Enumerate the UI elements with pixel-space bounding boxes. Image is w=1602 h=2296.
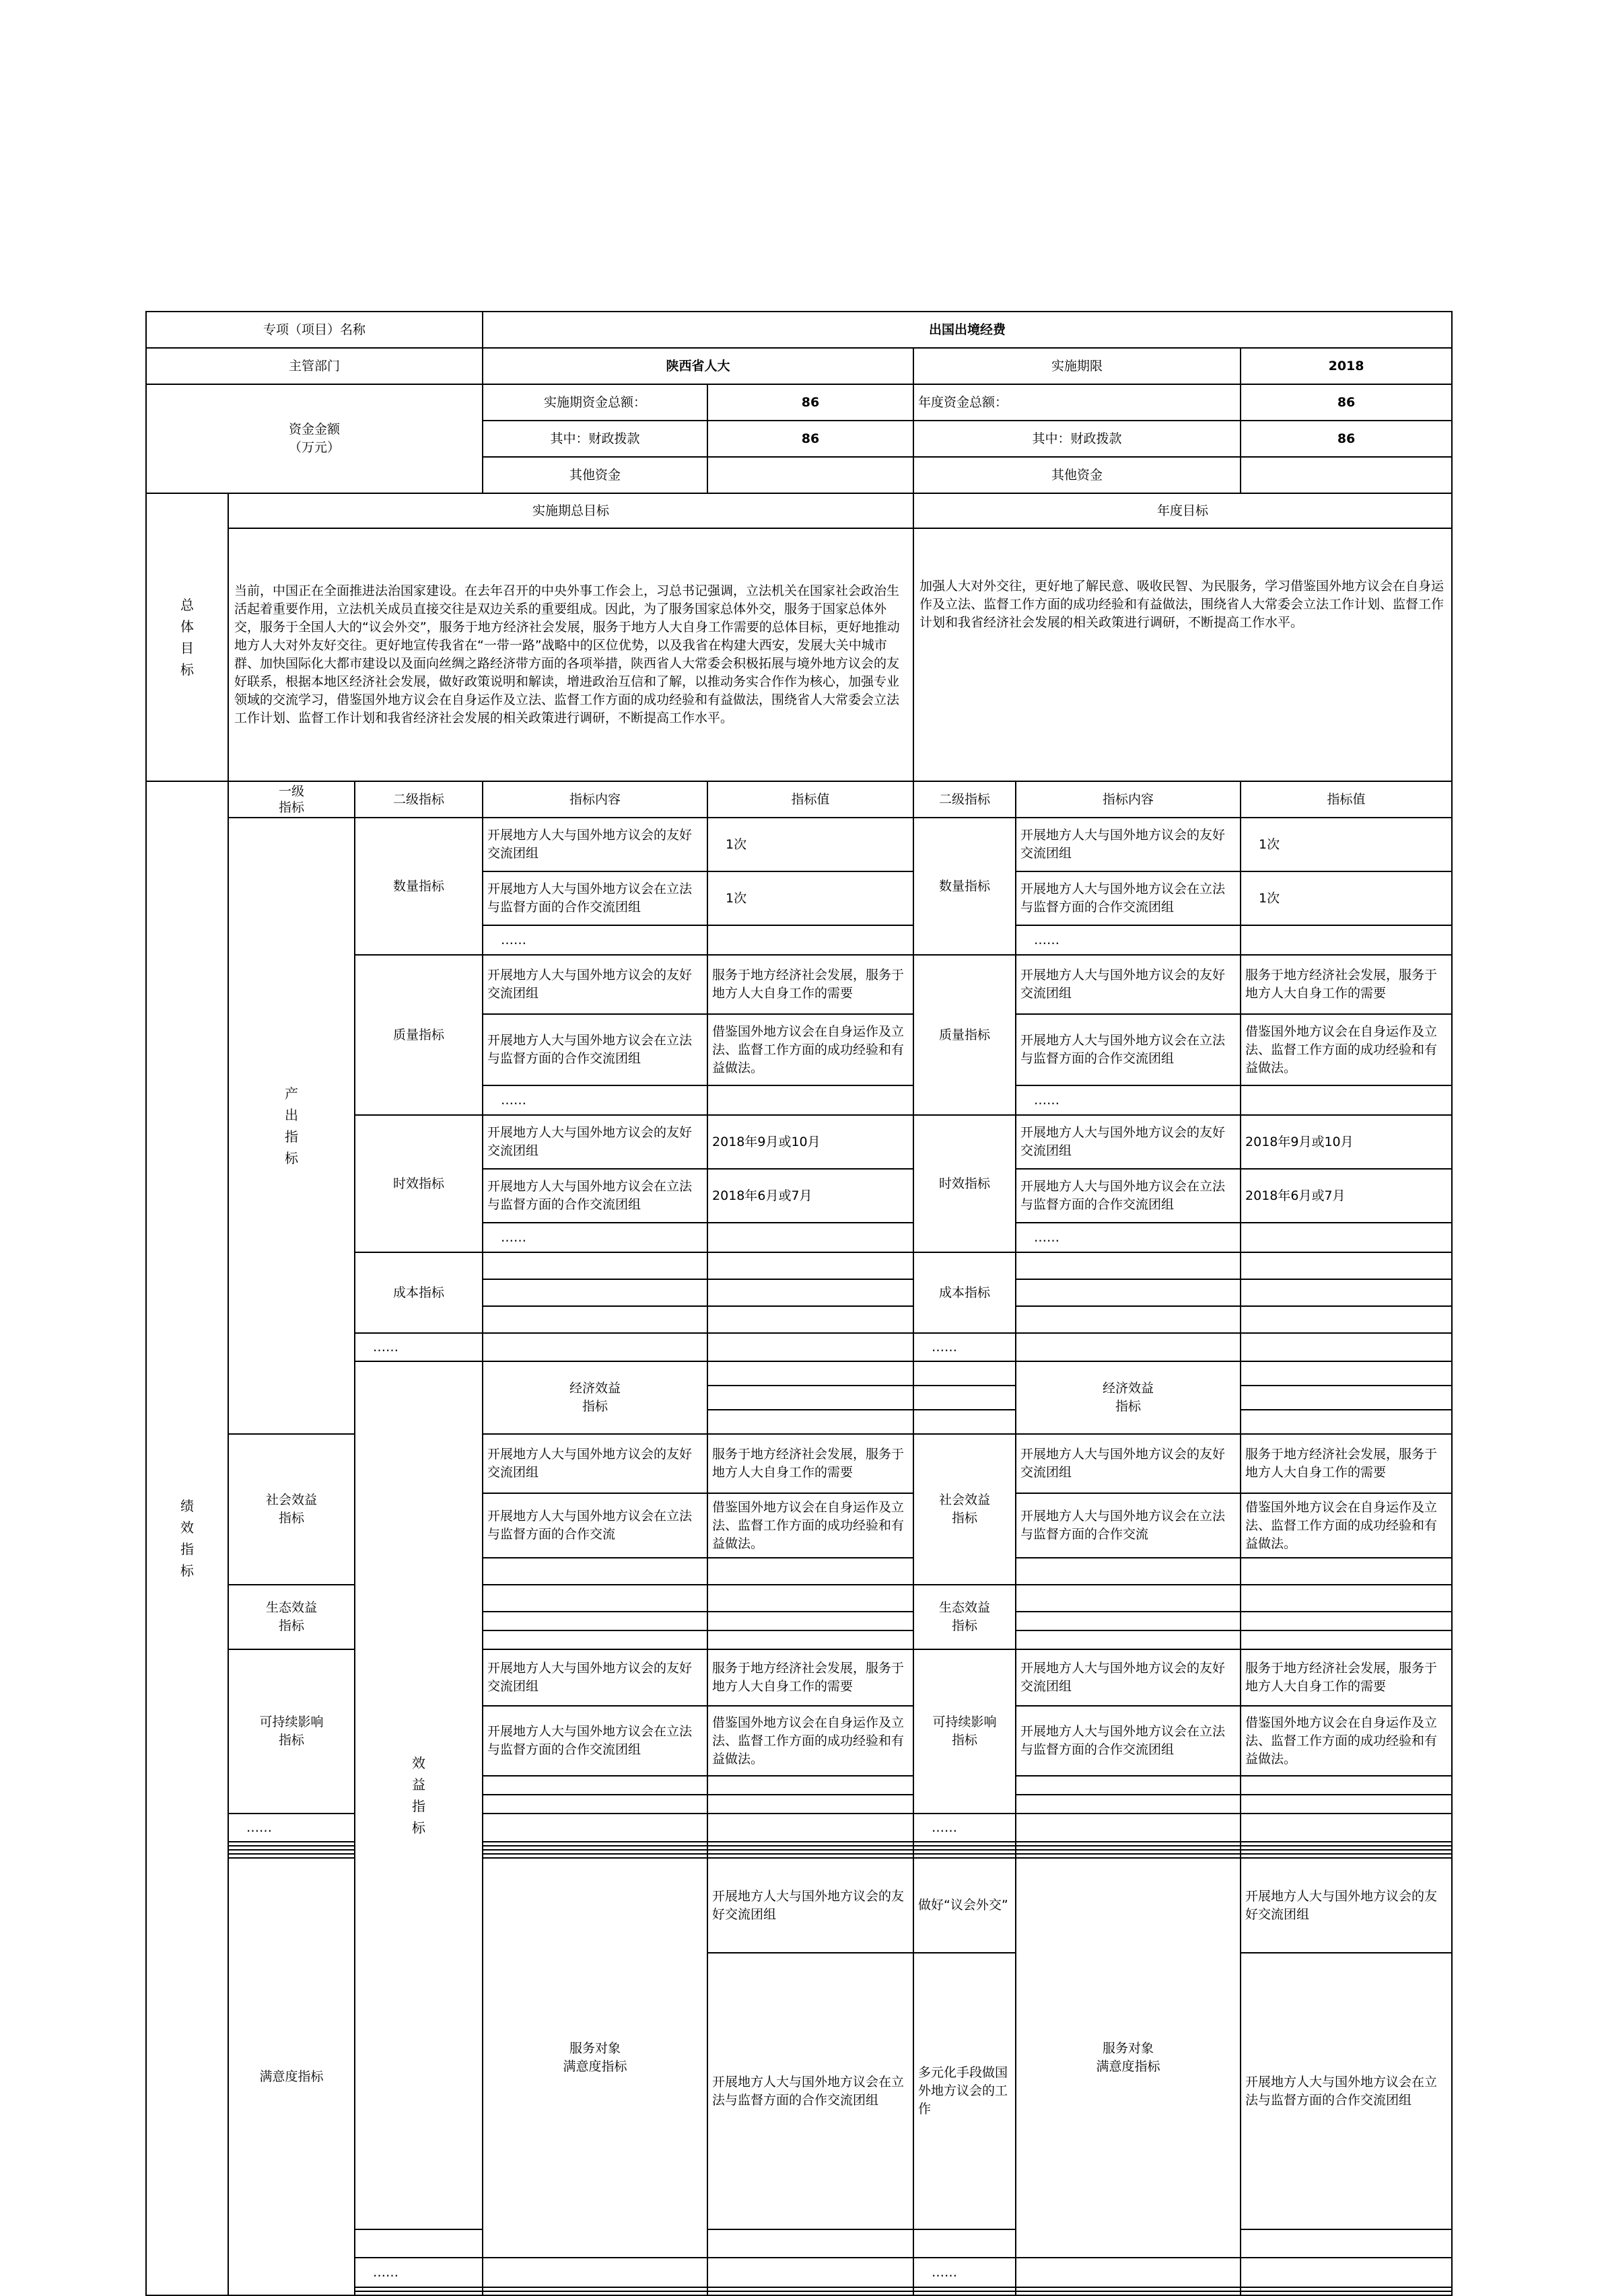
quality-label: 质量指标 bbox=[355, 955, 483, 1115]
service-blank bbox=[913, 2229, 1016, 2258]
funds-label bbox=[146, 384, 483, 493]
cost-cell bbox=[1016, 1252, 1241, 1279]
quality-content-1: 开展地方人大与国外地方议会的友好交流团组 bbox=[483, 955, 707, 1014]
service-value-2: 多元化手段做国外地方议会的工作 bbox=[913, 1953, 1016, 2229]
service-content-2-annual: 开展地方人大与国外地方议会在立法与监督方面的合作交流团组 bbox=[1241, 1953, 1452, 2229]
quality-value-2: 借鉴国外地方议会在自身运作及立法、监督工作方面的成功经验和有益做法。 bbox=[707, 1014, 913, 1085]
economic-label: 经济效益 指标 bbox=[483, 1361, 707, 1434]
satisfaction-blank bbox=[707, 2258, 913, 2287]
quality-value-1: 服务于地方经济社会发展，服务于地方人大自身工作的需要 bbox=[707, 955, 913, 1014]
economic-cell bbox=[1241, 1386, 1452, 1410]
timeliness-label-annual: 时效指标 bbox=[913, 1115, 1016, 1252]
sustainable-content-1: 开展地方人大与国外地方议会的友好交流团组 bbox=[483, 1649, 707, 1706]
service-content-1-annual: 开展地方人大与国外地方议会的友好交流团组 bbox=[1241, 1858, 1452, 1953]
output-blank bbox=[1241, 1333, 1452, 1361]
cost-cell bbox=[483, 1306, 707, 1333]
sustainable-blank bbox=[1016, 1776, 1241, 1795]
sustainable-content-2: 开展地方人大与国外地方议会在立法与监督方面的合作交流团组 bbox=[483, 1706, 707, 1776]
fiscal-label: 其中：财政拨款 bbox=[483, 421, 707, 457]
quality-label-annual: 质量指标 bbox=[913, 955, 1016, 1115]
quantity-content-2: 开展地方人大与国外地方议会在立法与监督方面的合作交流团组 bbox=[483, 871, 707, 925]
social-blank bbox=[707, 1558, 913, 1585]
cost-cell bbox=[707, 1279, 913, 1306]
sustainable-value-2: 借鉴国外地方议会在自身运作及立法、监督工作方面的成功经验和有益做法。 bbox=[707, 1706, 913, 1776]
satisfaction-blank bbox=[1241, 2258, 1452, 2287]
social-content-2: 开展地方人大与国外地方议会在立法与监督方面的合作交流 bbox=[483, 1493, 707, 1558]
sustainable-value-1: 服务于地方经济社会发展，服务于地方人大自身工作的需要 bbox=[707, 1649, 913, 1706]
ecological-cell bbox=[1241, 1612, 1452, 1630]
quality-content-2-annual: 开展地方人大与国外地方议会在立法与监督方面的合作交流团组 bbox=[1016, 1014, 1241, 1085]
period-label: 实施期限 bbox=[913, 348, 1241, 384]
ecological-cell bbox=[1016, 1612, 1241, 1630]
sustainable-blank bbox=[483, 1795, 707, 1814]
ecological-label: 生态效益 指标 bbox=[228, 1585, 355, 1649]
ecological-cell bbox=[707, 1630, 913, 1649]
col-level2-annual: 二级指标 bbox=[913, 781, 1016, 818]
social-blank bbox=[1016, 1558, 1241, 1585]
benefit-label: 效 益 指 标 bbox=[355, 1361, 483, 2229]
timeliness-content-1-annual: 开展地方人大与国外地方议会的友好交流团组 bbox=[1016, 1115, 1241, 1169]
quantity-content-1-annual: 开展地方人大与国外地方议会的友好交流团组 bbox=[1016, 818, 1241, 871]
service-content-1: 开展地方人大与国外地方议会的友好交流团组 bbox=[707, 1858, 913, 1953]
sustainable-blank bbox=[1016, 1795, 1241, 1814]
benefit-blank bbox=[483, 1814, 707, 1842]
social-value-2-annual: 借鉴国外地方议会在自身运作及立法、监督工作方面的成功经验和有益做法。 bbox=[1241, 1493, 1452, 1558]
funds-unit: （万元） bbox=[289, 440, 341, 455]
goals-section-label: 总 体 目 标 bbox=[146, 493, 228, 781]
ecological-cell bbox=[483, 1630, 707, 1649]
total-label: 实施期资金总额： bbox=[483, 384, 707, 421]
benefit-ellipsis-annual: …… bbox=[913, 1814, 1016, 1842]
annual-total-value: 86 bbox=[1241, 384, 1452, 421]
annual-fiscal-value: 86 bbox=[1241, 421, 1452, 457]
economic-cell bbox=[1241, 1361, 1452, 1386]
timeliness-content-1: 开展地方人大与国外地方议会的友好交流团组 bbox=[483, 1115, 707, 1169]
dept: 陕西省人大 bbox=[483, 348, 913, 384]
annual-fiscal-label: 其中：财政拨款 bbox=[913, 421, 1241, 457]
other-label: 其他资金 bbox=[483, 457, 707, 493]
sustainable-blank bbox=[707, 1795, 913, 1814]
timeliness-value-1-annual: 2018年9月或10月 bbox=[1241, 1115, 1452, 1169]
sustainable-content-2-annual: 开展地方人大与国外地方议会在立法与监督方面的合作交流团组 bbox=[1016, 1706, 1241, 1776]
quantity-ellipsis: …… bbox=[483, 925, 707, 955]
timeliness-label: 时效指标 bbox=[355, 1115, 483, 1252]
sustainable-value-1-annual: 服务于地方经济社会发展，服务于地方人大自身工作的需要 bbox=[1241, 1649, 1452, 1706]
output-blank bbox=[1016, 1333, 1241, 1361]
satisfaction-blank bbox=[1241, 2291, 1452, 2295]
service-blank bbox=[707, 2229, 913, 2258]
social-value-1-annual: 服务于地方经济社会发展，服务于地方人大自身工作的需要 bbox=[1241, 1434, 1452, 1493]
annual-other-label: 其他资金 bbox=[913, 457, 1241, 493]
sustainable-label-annual: 可持续影响 指标 bbox=[913, 1649, 1016, 1814]
quantity-content-1: 开展地方人大与国外地方议会的友好交流团组 bbox=[483, 818, 707, 871]
ecological-cell bbox=[1241, 1630, 1452, 1649]
quality-ellipsis: …… bbox=[483, 1085, 707, 1115]
output-ellipsis: …… bbox=[355, 1333, 483, 1361]
satisfaction-blank bbox=[483, 2258, 707, 2287]
col-value-annual: 指标值 bbox=[1241, 781, 1452, 818]
output-ellipsis-annual: …… bbox=[913, 1333, 1016, 1361]
ecological-cell bbox=[483, 1585, 707, 1612]
quality-blank-annual bbox=[1241, 1085, 1452, 1115]
annual-other-value bbox=[1241, 457, 1452, 493]
quality-blank bbox=[707, 1085, 913, 1115]
output-blank bbox=[707, 1333, 913, 1361]
sustainable-blank bbox=[1241, 1776, 1452, 1795]
quality-value-2-annual: 借鉴国外地方议会在自身运作及立法、监督工作方面的成功经验和有益做法。 bbox=[1241, 1014, 1452, 1085]
satisfaction-blank bbox=[355, 2291, 483, 2295]
sustainable-value-2-annual: 借鉴国外地方议会在自身运作及立法、监督工作方面的成功经验和有益做法。 bbox=[1241, 1706, 1452, 1776]
quantity-label-annual: 数量指标 bbox=[913, 818, 1016, 955]
ecological-cell bbox=[1241, 1585, 1452, 1612]
timeliness-blank bbox=[707, 1223, 913, 1252]
ecological-cell bbox=[707, 1585, 913, 1612]
quantity-value-1: 1次 bbox=[707, 818, 913, 871]
timeliness-value-2-annual: 2018年6月或7月 bbox=[1241, 1169, 1452, 1223]
benefit-ellipsis: …… bbox=[228, 1814, 355, 1842]
service-label: 服务对象 满意度指标 bbox=[483, 1858, 707, 2258]
satisfaction-blank bbox=[707, 2291, 913, 2295]
period-goal-text: 当前，中国正在全面推进法治国家建设。在去年召开的中央外事工作会上，习总书记强调，立法机关在国家社会政治生活起着重要作用，立法机关成员直接交往是双边关系的重要组成。因此，为了服务国家总体外交，服务于国家总体外交，服务于全国人大的“议会外交”，服务于地方经济社会发展，服务于地方人大自身工作需要的总体目标，更好地推动地方人大对外友好交往。更好地宣传我省在“一带一路”战略中的区位优势，以及我省在构建大西安，发展大关中城市群、加快国际化大都市建设以及面向丝绸之路经济带方面的各项举措，陕西省人大常委会积极拓展与境外地方议会的友好联系，根据本地区经济社会发展，做好政策说明和解读，增进政治互信和了解，以推动务实合作作为核心，加强专业领域的交流学习，借鉴国外地方议会在自身运作及立法、监督工作方面的成功经验和有益做法，围绕省人大常委会立法工作计划、监督工作计划和我省经济社会发展的相关政策进行调研，不断提高工作水平。 bbox=[228, 528, 913, 781]
social-label-annual: 社会效益 指标 bbox=[913, 1434, 1016, 1585]
economic-cell bbox=[707, 1386, 913, 1410]
timeliness-value-2: 2018年6月或7月 bbox=[707, 1169, 913, 1223]
total-value: 86 bbox=[707, 384, 913, 421]
economic-cell bbox=[707, 1410, 913, 1434]
quantity-blank bbox=[707, 925, 913, 955]
col-level2: 二级指标 bbox=[355, 781, 483, 818]
ecological-cell bbox=[707, 1612, 913, 1630]
cost-cell bbox=[1241, 1252, 1452, 1279]
social-value-2: 借鉴国外地方议会在自身运作及立法、监督工作方面的成功经验和有益做法。 bbox=[707, 1493, 913, 1558]
service-content-2: 开展地方人大与国外地方议会在立法与监督方面的合作交流团组 bbox=[707, 1953, 913, 2229]
satisfaction-ellipsis: …… bbox=[355, 2258, 483, 2287]
quality-content-2: 开展地方人大与国外地方议会在立法与监督方面的合作交流团组 bbox=[483, 1014, 707, 1085]
timeliness-content-2-annual: 开展地方人大与国外地方议会在立法与监督方面的合作交流团组 bbox=[1016, 1169, 1241, 1223]
economic-cell bbox=[913, 1386, 1016, 1410]
col-level1: 一级 指标 bbox=[228, 781, 355, 818]
quantity-value-2-annual: 1次 bbox=[1241, 871, 1452, 925]
quality-content-1-annual: 开展地方人大与国外地方议会的友好交流团组 bbox=[1016, 955, 1241, 1014]
col-content-annual: 指标内容 bbox=[1016, 781, 1241, 818]
economic-cell bbox=[1241, 1410, 1452, 1434]
economic-cell bbox=[707, 1361, 913, 1386]
ecological-cell bbox=[1016, 1585, 1241, 1612]
output-blank bbox=[483, 1333, 707, 1361]
quantity-value-2: 1次 bbox=[707, 871, 913, 925]
cost-cell bbox=[707, 1252, 913, 1279]
quantity-content-2-annual: 开展地方人大与国外地方议会在立法与监督方面的合作交流团组 bbox=[1016, 871, 1241, 925]
cost-cell bbox=[1241, 1279, 1452, 1306]
service-blank bbox=[355, 2229, 483, 2258]
cost-label: 成本指标 bbox=[355, 1252, 483, 1333]
col-content: 指标内容 bbox=[483, 781, 707, 818]
quality-ellipsis-annual: …… bbox=[1016, 1085, 1241, 1115]
annual-goal-label: 年度目标 bbox=[913, 493, 1452, 528]
quantity-blank-annual bbox=[1241, 925, 1452, 955]
economic-cell bbox=[913, 1410, 1016, 1434]
economic-cell bbox=[913, 1361, 1016, 1386]
social-blank bbox=[1241, 1558, 1452, 1585]
ecological-cell bbox=[1016, 1630, 1241, 1649]
timeliness-blank-annual bbox=[1241, 1223, 1452, 1252]
satisfaction-blank bbox=[1016, 2291, 1241, 2295]
satisfaction-blank bbox=[483, 2291, 707, 2295]
annual-total-label: 年度资金总额： bbox=[913, 384, 1241, 421]
col-value: 指标值 bbox=[707, 781, 913, 818]
output-label: 产 出 指 标 bbox=[228, 818, 355, 1434]
social-label: 社会效益 指标 bbox=[228, 1434, 355, 1585]
project-name: 出国出境经费 bbox=[483, 312, 1452, 348]
service-blank bbox=[1241, 2229, 1452, 2258]
ecological-cell bbox=[483, 1612, 707, 1630]
cost-label-annual: 成本指标 bbox=[913, 1252, 1016, 1333]
cost-cell bbox=[1016, 1279, 1241, 1306]
funds-label-text: 资金金额 bbox=[289, 422, 341, 437]
other-value bbox=[707, 457, 913, 493]
service-value-1: 做好“议会外交” bbox=[913, 1858, 1016, 1953]
quality-value-1-annual: 服务于地方经济社会发展，服务于地方人大自身工作的需要 bbox=[1241, 955, 1452, 1014]
satisfaction-label: 满意度指标 bbox=[228, 1858, 355, 2295]
performance-goal-table bbox=[145, 311, 1453, 2296]
satisfaction-blank bbox=[913, 2291, 1016, 2295]
perf-section-label: 绩 效 指 标 bbox=[146, 781, 228, 2295]
satisfaction-blank bbox=[1016, 2258, 1241, 2287]
ecological-label-annual: 生态效益 指标 bbox=[913, 1585, 1016, 1649]
quantity-label: 数量指标 bbox=[355, 818, 483, 955]
satisfaction-ellipsis-annual: …… bbox=[913, 2258, 1016, 2287]
social-blank bbox=[483, 1558, 707, 1585]
benefit-blank bbox=[707, 1814, 913, 1842]
period-goal-label: 实施期总目标 bbox=[228, 493, 913, 528]
dept-label: 主管部门 bbox=[146, 348, 483, 384]
timeliness-ellipsis: …… bbox=[483, 1223, 707, 1252]
annual-goal-text: 加强人大对外交往，更好地了解民意、吸收民智、为民服务，学习借鉴国外地方议会在自身运作及立法、监督工作方面的成功经验和有益做法，围绕省人大常委会立法工作计划、监督工作计划和我省经济社会发展的相关政策进行调研，不断提高工作水平。 bbox=[913, 528, 1452, 781]
sustainable-content-1-annual: 开展地方人大与国外地方议会的友好交流团组 bbox=[1016, 1649, 1241, 1706]
sustainable-blank bbox=[483, 1776, 707, 1795]
sustainable-blank bbox=[1241, 1795, 1452, 1814]
cost-cell bbox=[483, 1279, 707, 1306]
economic-label-annual: 经济效益 指标 bbox=[1016, 1361, 1241, 1434]
timeliness-value-1: 2018年9月或10月 bbox=[707, 1115, 913, 1169]
timeliness-ellipsis-annual: …… bbox=[1016, 1223, 1241, 1252]
cost-cell bbox=[483, 1252, 707, 1279]
quantity-ellipsis-annual: …… bbox=[1016, 925, 1241, 955]
service-label-annual: 服务对象 满意度指标 bbox=[1016, 1858, 1241, 2258]
benefit-blank bbox=[1241, 1814, 1452, 1842]
timeliness-content-2: 开展地方人大与国外地方议会在立法与监督方面的合作交流团组 bbox=[483, 1169, 707, 1223]
social-content-2-annual: 开展地方人大与国外地方议会在立法与监督方面的合作交流 bbox=[1016, 1493, 1241, 1558]
sustainable-blank bbox=[707, 1776, 913, 1795]
benefit-blank bbox=[1016, 1814, 1241, 1842]
period: 2018 bbox=[1241, 348, 1452, 384]
social-value-1: 服务于地方经济社会发展，服务于地方人大自身工作的需要 bbox=[707, 1434, 913, 1493]
sustainable-label: 可持续影响 指标 bbox=[228, 1649, 355, 1814]
fiscal-value: 86 bbox=[707, 421, 913, 457]
cost-cell bbox=[707, 1306, 913, 1333]
cost-cell bbox=[1241, 1306, 1452, 1333]
cost-cell bbox=[1016, 1306, 1241, 1333]
social-content-1-annual: 开展地方人大与国外地方议会的友好交流团组 bbox=[1016, 1434, 1241, 1493]
quantity-value-1-annual: 1次 bbox=[1241, 818, 1452, 871]
project-name-label: 专项（项目）名称 bbox=[146, 312, 483, 348]
social-content-1: 开展地方人大与国外地方议会的友好交流团组 bbox=[483, 1434, 707, 1493]
